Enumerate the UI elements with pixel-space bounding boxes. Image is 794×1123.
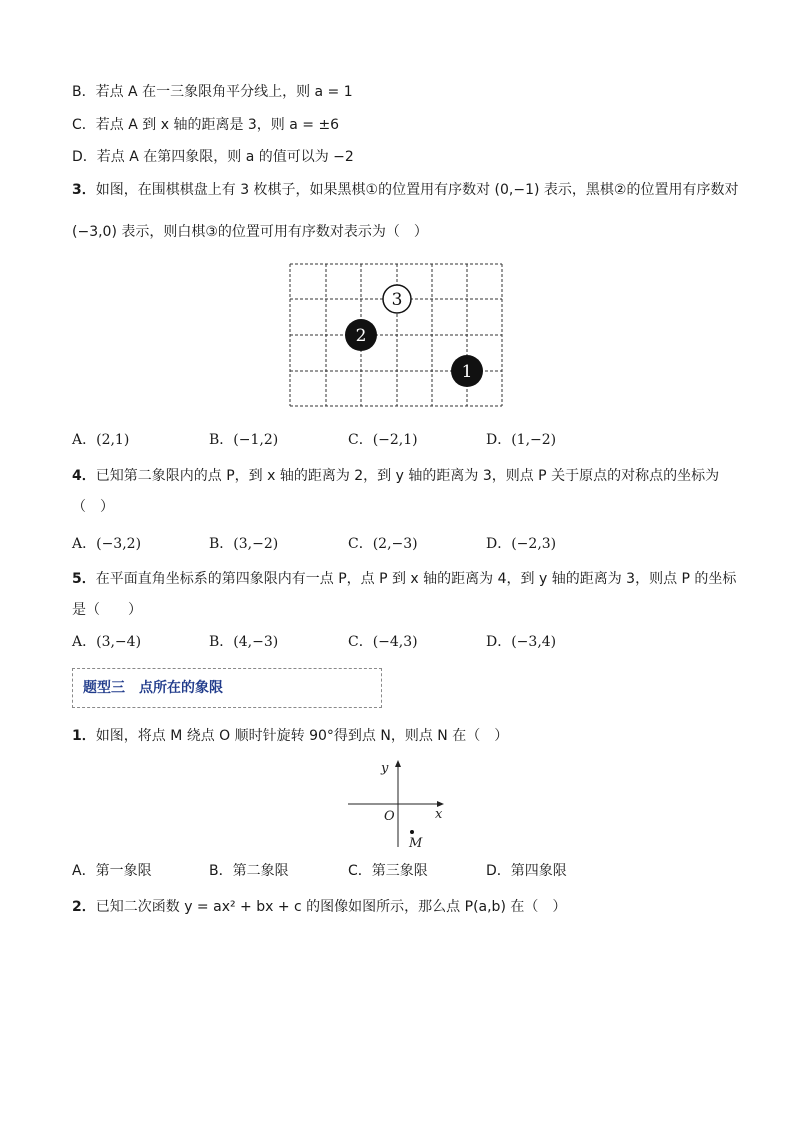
- option-d-line: D．若点 A 在第四象限，则 a 的值可以为 −2: [72, 149, 354, 165]
- question-3-line1: 如图，在围棋棋盘上有 3 枚棋子，如果黑棋①的位置用有序数对 (0,−1) 表示，黑棋②的位置用有序数对: [95, 182, 739, 198]
- question-4-option-d: D．(−2,3): [486, 536, 557, 552]
- point-m-label: M: [409, 836, 423, 851]
- question-4-line2: （ ）: [72, 499, 114, 515]
- question-3-line2: (−3,0) 表示，则白棋③的位置可用有序数对表示为（ ）: [72, 224, 428, 240]
- stone-1-label: 1: [461, 362, 473, 382]
- stone-2-label: 2: [355, 326, 367, 346]
- question-5-number: 5．: [72, 571, 96, 587]
- question-4-text: [72, 466, 719, 486]
- white-stone-3: [383, 285, 411, 313]
- problem-1-number: 1．: [72, 728, 96, 744]
- question-4-option-b: B．(3,−2): [209, 536, 279, 552]
- option-c-line: C．若点 A 到 x 轴的距离是 3，则 a = ±6: [72, 117, 340, 133]
- section-header-box: [72, 668, 382, 708]
- question-5-text: [72, 569, 736, 589]
- question-3-number: 3．: [72, 182, 96, 198]
- question-5-line2: 是（ ）: [72, 602, 142, 618]
- question-3-text: [72, 180, 738, 200]
- problem-2-line: 已知二次函数 y = ax² + bx + c 的图像如图所示，那么点 P(a,b) 在（ ）: [95, 899, 567, 915]
- question-3-option-d: D．(1,−2): [486, 432, 557, 448]
- black-stone-1: [451, 355, 483, 387]
- question-4-line1: 已知第二象限内的点 P，到 x 轴的距离为 2，到 y 轴的距离为 3，则点 P 关于原点的对称点的坐标为: [95, 468, 720, 484]
- section-title: 题型三 点所在的象限: [83, 680, 223, 696]
- y-axis-arrow: [395, 760, 401, 767]
- question-4-option-c: C．(2,−3): [348, 536, 418, 552]
- problem-1-option-d: D．第四象限: [486, 863, 567, 879]
- problem-2-text: [72, 897, 566, 917]
- question-5-option-b: B．(4,−3): [209, 634, 279, 650]
- x-axis-label: x: [435, 807, 443, 822]
- origin-label: O: [384, 809, 395, 824]
- coordinate-axes-figure: [340, 755, 460, 855]
- problem-1-option-b: B．第二象限: [209, 863, 289, 879]
- question-3-option-b: B．(−1,2): [209, 432, 279, 448]
- question-3-option-c: C．(−2,1): [348, 432, 418, 448]
- y-axis-label: y: [381, 761, 389, 776]
- black-stone-2: [345, 319, 377, 351]
- problem-1-line: 如图，将点 M 绕点 O 顺时针旋转 90°得到点 N，则点 N 在（ ）: [95, 728, 509, 744]
- problem-1-text: [72, 726, 508, 746]
- question-4-number: 4．: [72, 468, 96, 484]
- problem-1-option-c: C．第三象限: [348, 863, 428, 879]
- point-m: [410, 830, 414, 834]
- option-b-line: B．若点 A 在一三象限角平分线上，则 a = 1: [72, 84, 353, 100]
- problem-1-option-a: A．第一象限: [72, 863, 152, 879]
- question-5-option-a: A．(3,−4): [72, 634, 142, 650]
- question-5-line1: 在平面直角坐标系的第四象限内有一点 P，点 P 到 x 轴的距离为 4，到 y 轴的距离为 3，则点 P 的坐标: [95, 571, 737, 587]
- question-5-option-c: C．(−4,3): [348, 634, 418, 650]
- question-3-option-a: A．(2,1): [72, 432, 130, 448]
- go-board-figure: [280, 255, 512, 417]
- question-5-option-d: D．(−3,4): [486, 634, 557, 650]
- stone-3-label: 3: [391, 290, 403, 310]
- question-4-option-a: A．(−3,2): [72, 536, 142, 552]
- problem-2-number: 2．: [72, 899, 96, 915]
